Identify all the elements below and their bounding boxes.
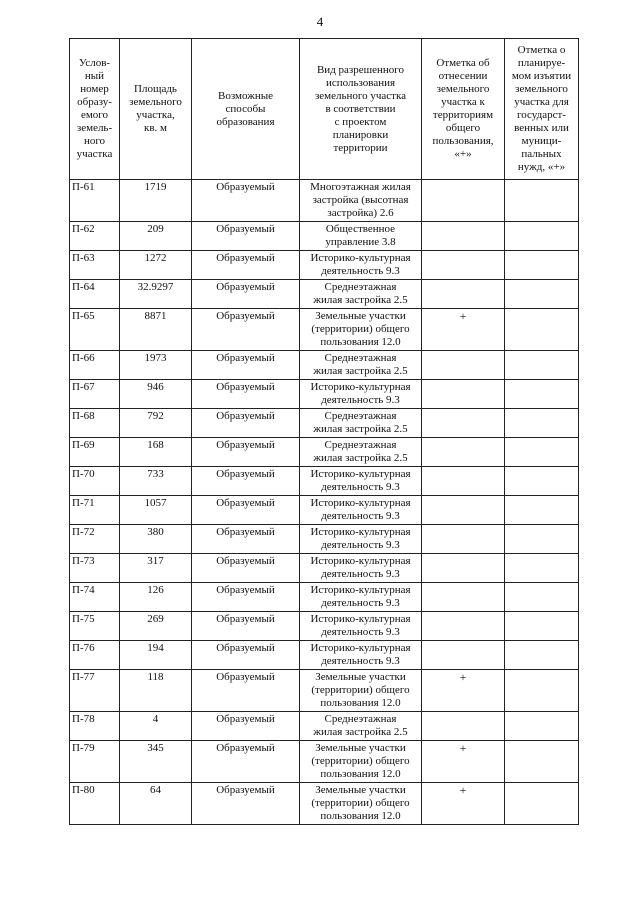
table-row xyxy=(70,783,579,825)
permitted-use-cell: Среднеэтажная жилая застройка 2.5 xyxy=(300,280,422,309)
table-row xyxy=(70,438,579,467)
table-header-row xyxy=(70,39,579,180)
formation-method-cell: Образуемый xyxy=(192,280,300,309)
table-row xyxy=(70,641,579,670)
plot-number-cell: П-74 xyxy=(70,583,120,612)
plot-number-cell: П-66 xyxy=(70,351,120,380)
plot-area-cell: 194 xyxy=(120,641,192,670)
plot-area-cell: 209 xyxy=(120,222,192,251)
seizure-mark-cell xyxy=(505,670,579,712)
public-use-mark-cell xyxy=(422,180,505,222)
plot-area-cell: 733 xyxy=(120,467,192,496)
page-number: 4 xyxy=(316,14,324,29)
permitted-use-cell: Историко-культурная деятельность 9.3 xyxy=(300,554,422,583)
permitted-use-cell: Общественное управление 3.8 xyxy=(300,222,422,251)
plot-number-cell: П-71 xyxy=(70,496,120,525)
public-use-mark-cell xyxy=(422,467,505,496)
public-use-mark-cell: + xyxy=(422,670,505,712)
plot-number-cell: П-79 xyxy=(70,741,120,783)
seizure-mark-cell xyxy=(505,525,579,554)
formation-method-cell: Образуемый xyxy=(192,712,300,741)
table-row xyxy=(70,251,579,280)
plot-number-cell: П-70 xyxy=(70,467,120,496)
seizure-mark-cell xyxy=(505,712,579,741)
formation-method-cell: Образуемый xyxy=(192,251,300,280)
plot-number-cell: П-72 xyxy=(70,525,120,554)
plot-number-cell: П-63 xyxy=(70,251,120,280)
permitted-use-cell: Земельные участки (территории) общего пользования 12.0 xyxy=(300,741,422,783)
seizure-mark-cell xyxy=(505,180,579,222)
plot-area-cell: 946 xyxy=(120,380,192,409)
table-row xyxy=(70,612,579,641)
permitted-use-cell: Земельные участки (территории) общего пользования 12.0 xyxy=(300,783,422,825)
public-use-mark-cell xyxy=(422,409,505,438)
formation-method-cell: Образуемый xyxy=(192,180,300,222)
formation-method-cell: Образуемый xyxy=(192,641,300,670)
seizure-mark-cell xyxy=(505,351,579,380)
formation-method-cell: Образуемый xyxy=(192,309,300,351)
plot-number-cell: П-73 xyxy=(70,554,120,583)
public-use-mark-cell xyxy=(422,583,505,612)
table-row xyxy=(70,525,579,554)
public-use-mark-cell xyxy=(422,380,505,409)
public-use-mark-cell xyxy=(422,712,505,741)
public-use-mark-cell xyxy=(422,222,505,251)
formation-method-cell: Образуемый xyxy=(192,222,300,251)
formation-method-cell: Образуемый xyxy=(192,438,300,467)
seizure-mark-cell xyxy=(505,438,579,467)
permitted-use-cell: Историко-культурная деятельность 9.3 xyxy=(300,496,422,525)
public-use-mark-cell xyxy=(422,525,505,554)
seizure-mark-cell xyxy=(505,280,579,309)
header-permitted-use: Вид разрешенного использования земельного участка в соответствии с проектом планировки территории xyxy=(300,39,422,180)
formation-method-cell: Образуемый xyxy=(192,525,300,554)
header-public-use-mark: Отметка об отнесении земельного участка к территориям общего пользования, «+» xyxy=(422,39,505,180)
permitted-use-cell: Земельные участки (территории) общего пользования 12.0 xyxy=(300,670,422,712)
seizure-mark-cell xyxy=(505,409,579,438)
plot-number-cell: П-65 xyxy=(70,309,120,351)
permitted-use-cell: Историко-культурная деятельность 9.3 xyxy=(300,251,422,280)
plot-area-cell: 380 xyxy=(120,525,192,554)
land-plots-table xyxy=(69,38,579,825)
plot-area-cell: 1272 xyxy=(120,251,192,280)
plot-number-cell: П-77 xyxy=(70,670,120,712)
formation-method-cell: Образуемый xyxy=(192,496,300,525)
public-use-mark-cell xyxy=(422,496,505,525)
plot-area-cell: 118 xyxy=(120,670,192,712)
formation-method-cell: Образуемый xyxy=(192,380,300,409)
seizure-mark-cell xyxy=(505,309,579,351)
public-use-mark-cell: + xyxy=(422,783,505,825)
formation-method-cell: Образуемый xyxy=(192,554,300,583)
seizure-mark-cell xyxy=(505,467,579,496)
permitted-use-cell: Историко-культурная деятельность 9.3 xyxy=(300,380,422,409)
table-row xyxy=(70,583,579,612)
seizure-mark-cell xyxy=(505,222,579,251)
seizure-mark-cell xyxy=(505,554,579,583)
plot-area-cell: 4 xyxy=(120,712,192,741)
permitted-use-cell: Многоэтажная жилая застройка (высотная застройка) 2.6 xyxy=(300,180,422,222)
formation-method-cell: Образуемый xyxy=(192,612,300,641)
formation-method-cell: Образуемый xyxy=(192,741,300,783)
formation-method-cell: Образуемый xyxy=(192,783,300,825)
public-use-mark-cell xyxy=(422,438,505,467)
table-row xyxy=(70,309,579,351)
plot-area-cell: 32.9297 xyxy=(120,280,192,309)
permitted-use-cell: Историко-культурная деятельность 9.3 xyxy=(300,583,422,612)
permitted-use-cell: Историко-культурная деятельность 9.3 xyxy=(300,525,422,554)
plot-area-cell: 8871 xyxy=(120,309,192,351)
table-row xyxy=(70,380,579,409)
plot-number-cell: П-80 xyxy=(70,783,120,825)
permitted-use-cell: Среднеэтажная жилая застройка 2.5 xyxy=(300,351,422,380)
header-formation-method: Возможные способы образования xyxy=(192,39,300,180)
plot-number-cell: П-62 xyxy=(70,222,120,251)
public-use-mark-cell xyxy=(422,251,505,280)
permitted-use-cell: Историко-культурная деятельность 9.3 xyxy=(300,467,422,496)
seizure-mark-cell xyxy=(505,783,579,825)
public-use-mark-cell xyxy=(422,280,505,309)
public-use-mark-cell: + xyxy=(422,741,505,783)
formation-method-cell: Образуемый xyxy=(192,670,300,712)
plot-number-cell: П-67 xyxy=(70,380,120,409)
seizure-mark-cell xyxy=(505,380,579,409)
plot-area-cell: 126 xyxy=(120,583,192,612)
permitted-use-cell: Среднеэтажная жилая застройка 2.5 xyxy=(300,438,422,467)
header-seizure-mark: Отметка о планируе- мом изъятии земельного участка для государст- венных или муници- пальных нужд, «+» xyxy=(505,39,579,180)
header-plot-number: Услов- ный номер образу- емого земель- ного участка xyxy=(70,39,120,180)
plot-number-cell: П-68 xyxy=(70,409,120,438)
plot-number-cell: П-69 xyxy=(70,438,120,467)
permitted-use-cell: Историко-культурная деятельность 9.3 xyxy=(300,641,422,670)
seizure-mark-cell xyxy=(505,251,579,280)
plot-area-cell: 1973 xyxy=(120,351,192,380)
public-use-mark-cell xyxy=(422,554,505,583)
permitted-use-cell: Историко-культурная деятельность 9.3 xyxy=(300,612,422,641)
plot-area-cell: 168 xyxy=(120,438,192,467)
table-row xyxy=(70,409,579,438)
table-row xyxy=(70,280,579,309)
table-row xyxy=(70,222,579,251)
formation-method-cell: Образуемый xyxy=(192,351,300,380)
plot-area-cell: 317 xyxy=(120,554,192,583)
permitted-use-cell: Земельные участки (территории) общего пользования 12.0 xyxy=(300,309,422,351)
plot-area-cell: 1057 xyxy=(120,496,192,525)
header-area: Площадь земельного участка, кв. м xyxy=(120,39,192,180)
plot-area-cell: 64 xyxy=(120,783,192,825)
table-row xyxy=(70,351,579,380)
public-use-mark-cell xyxy=(422,641,505,670)
public-use-mark-cell: + xyxy=(422,309,505,351)
formation-method-cell: Образуемый xyxy=(192,583,300,612)
plot-number-cell: П-78 xyxy=(70,712,120,741)
seizure-mark-cell xyxy=(505,641,579,670)
permitted-use-cell: Среднеэтажная жилая застройка 2.5 xyxy=(300,409,422,438)
table-row xyxy=(70,670,579,712)
permitted-use-cell: Среднеэтажная жилая застройка 2.5 xyxy=(300,712,422,741)
formation-method-cell: Образуемый xyxy=(192,467,300,496)
formation-method-cell: Образуемый xyxy=(192,409,300,438)
plot-area-cell: 345 xyxy=(120,741,192,783)
seizure-mark-cell xyxy=(505,741,579,783)
public-use-mark-cell xyxy=(422,351,505,380)
plot-number-cell: П-61 xyxy=(70,180,120,222)
table-row xyxy=(70,496,579,525)
plot-area-cell: 269 xyxy=(120,612,192,641)
plot-number-cell: П-75 xyxy=(70,612,120,641)
plot-area-cell: 792 xyxy=(120,409,192,438)
table-row xyxy=(70,180,579,222)
seizure-mark-cell xyxy=(505,496,579,525)
plot-number-cell: П-76 xyxy=(70,641,120,670)
table-row xyxy=(70,712,579,741)
table-row xyxy=(70,467,579,496)
seizure-mark-cell xyxy=(505,612,579,641)
table-row xyxy=(70,741,579,783)
public-use-mark-cell xyxy=(422,612,505,641)
plot-area-cell: 1719 xyxy=(120,180,192,222)
plot-number-cell: П-64 xyxy=(70,280,120,309)
table-row xyxy=(70,554,579,583)
seizure-mark-cell xyxy=(505,583,579,612)
